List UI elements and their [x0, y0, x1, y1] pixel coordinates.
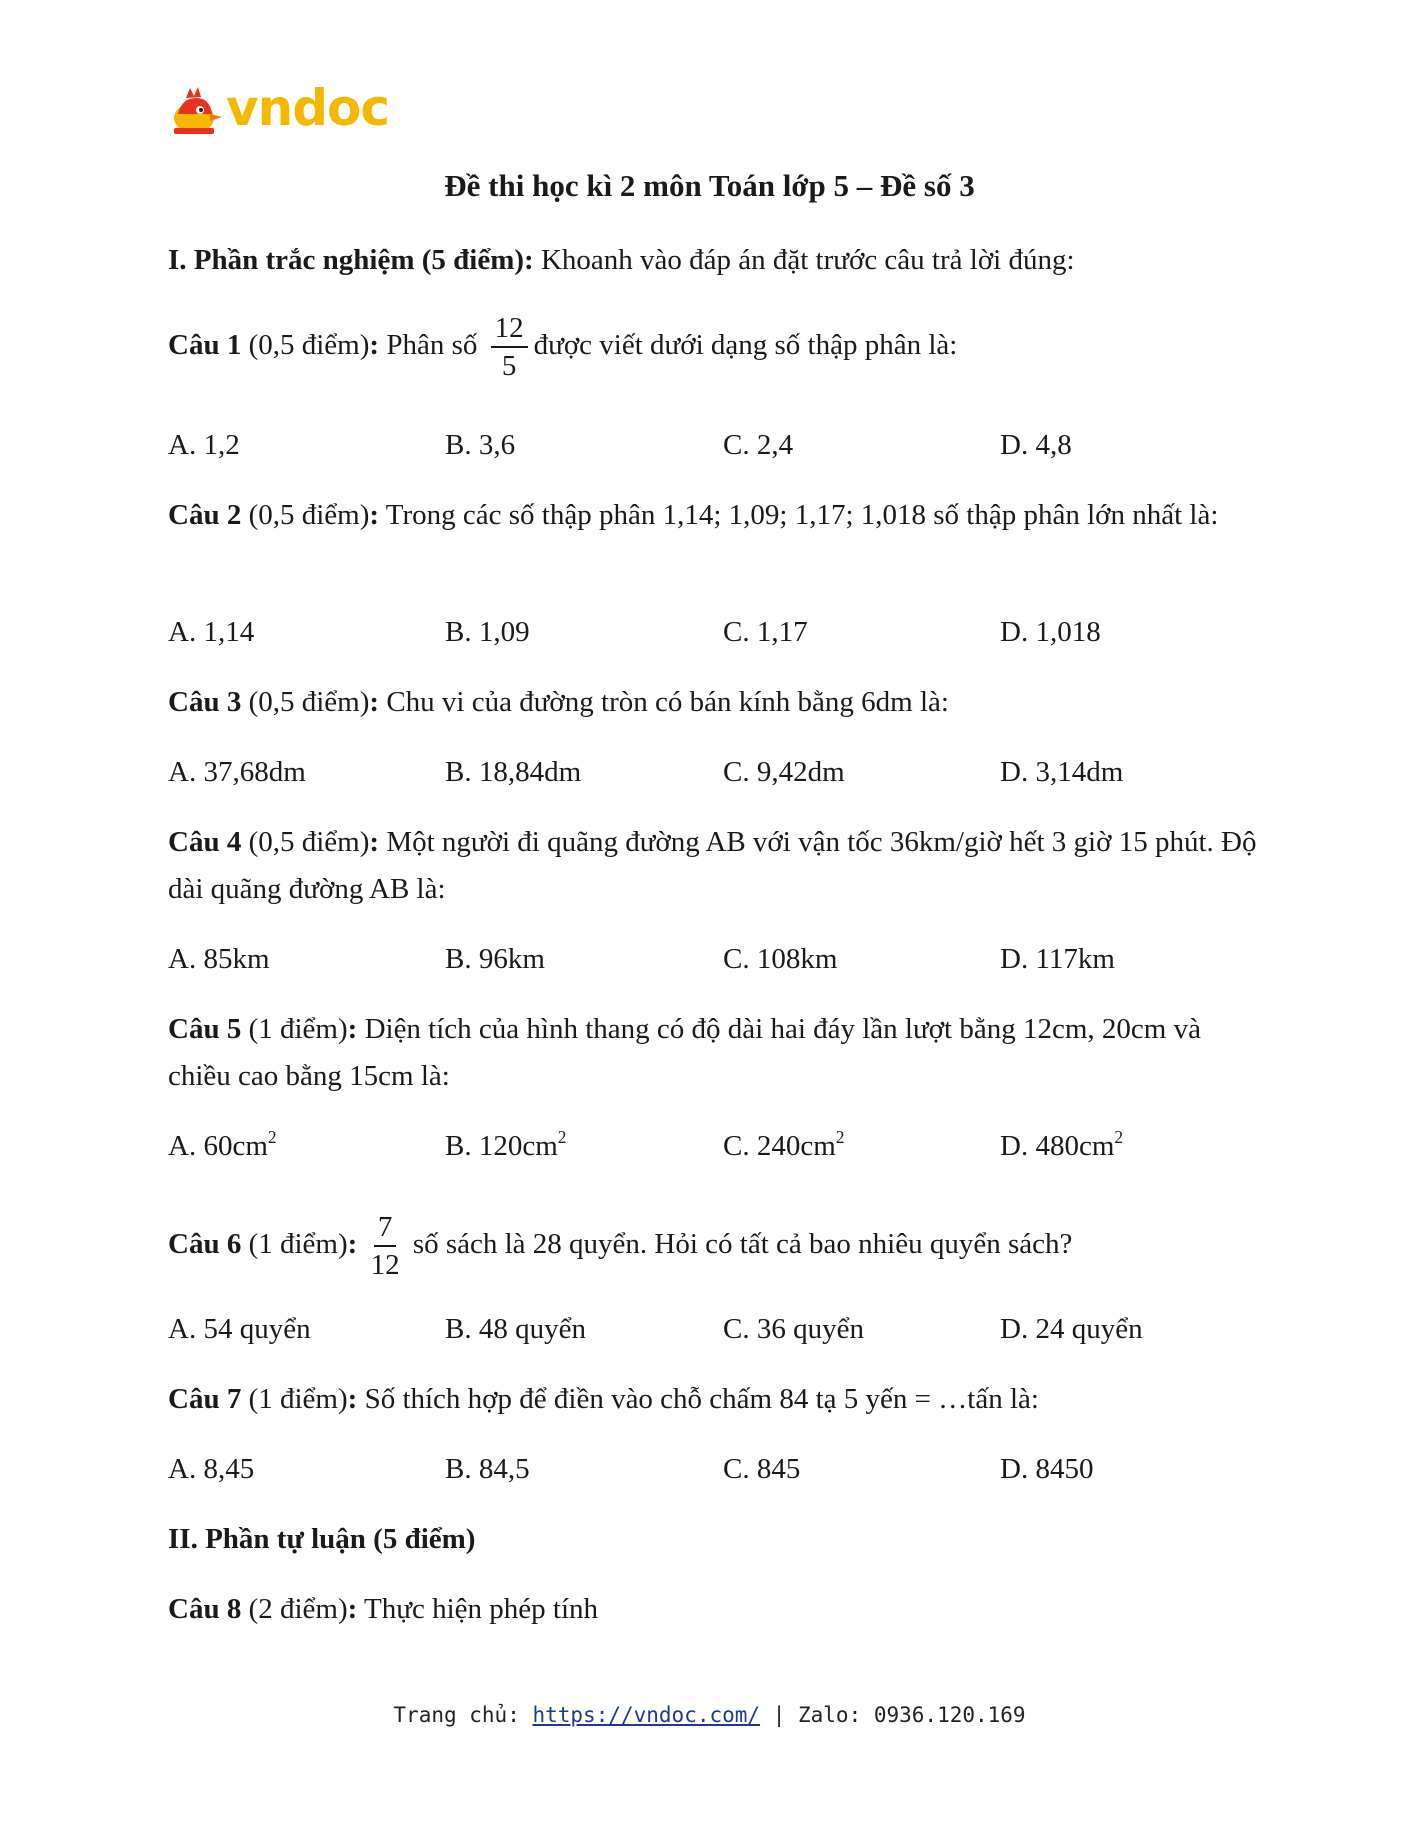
- q7-points: (1 điểm): [241, 1383, 348, 1415]
- q5-option-a[interactable]: [168, 1123, 277, 1169]
- q5-option-d-text: D. 480cm: [1000, 1130, 1115, 1162]
- q8-text: Thực hiện phép tính: [357, 1593, 599, 1625]
- mascot-icon: [168, 84, 224, 136]
- q7-label: Câu 7: [168, 1383, 242, 1415]
- question-4: [168, 819, 1258, 913]
- q5-colon: :: [347, 1013, 358, 1045]
- q4-options: [168, 936, 1268, 982]
- part1-instruction: Khoanh vào đáp án đặt trước câu trả lời đúng:: [533, 244, 1075, 276]
- q1-pre: Phân số: [379, 329, 478, 362]
- q5-option-d[interactable]: [1000, 1123, 1123, 1169]
- q8-colon: :: [347, 1593, 358, 1625]
- q5-options: [168, 1123, 1268, 1169]
- q7-option-a[interactable]: A. 8,45: [168, 1453, 255, 1485]
- question-7: [168, 1376, 1258, 1422]
- q2-colon: :: [369, 499, 380, 531]
- logo-text: vndoc: [226, 79, 389, 137]
- q5-option-a-text: A. 60cm: [168, 1130, 268, 1162]
- q1-option-c[interactable]: C. 2,4: [723, 429, 794, 461]
- question-1: [168, 313, 1258, 382]
- q8-label: Câu 8: [168, 1593, 242, 1625]
- q7-option-d[interactable]: D. 8450: [1000, 1453, 1094, 1485]
- question-2: [168, 492, 1258, 539]
- q2-label: Câu 2: [168, 499, 242, 531]
- q3-option-d[interactable]: D. 3,14dm: [1000, 756, 1124, 788]
- q5-option-b-sup: 2: [557, 1126, 567, 1147]
- q1-option-d[interactable]: D. 4,8: [1000, 429, 1072, 461]
- q2-option-c[interactable]: C. 1,17: [723, 616, 808, 648]
- q6-option-b[interactable]: B. 48 quyển: [445, 1313, 586, 1345]
- q7-option-c[interactable]: C. 845: [723, 1453, 801, 1485]
- vndoc-logo[interactable]: [168, 80, 389, 140]
- footer-separator: |: [760, 1703, 798, 1727]
- q5-option-c-sup: 2: [835, 1126, 845, 1147]
- q4-option-d[interactable]: D. 117km: [1000, 943, 1115, 975]
- q5-label: Câu 5: [168, 1013, 242, 1045]
- q5-text: Diện tích của hình thang có độ dài hai đáy lần lượt bằng 12cm, 20cm và chiều cao bằng 15cm là:: [168, 1013, 1201, 1092]
- question-3: [168, 679, 1258, 725]
- footer-home-label: Trang chủ:: [393, 1703, 533, 1727]
- q2-option-d[interactable]: D. 1,018: [1000, 616, 1101, 648]
- page-title: Đề thi học kì 2 môn Toán lớp 5 – Đề số 3: [444, 168, 975, 203]
- q1-post: được viết dưới dạng số thập phân là:: [533, 329, 958, 362]
- q2-option-b[interactable]: B. 1,09: [445, 616, 530, 648]
- q5-option-c-text: C. 240cm: [723, 1130, 836, 1162]
- question-6: [168, 1212, 1258, 1281]
- q1-options: [168, 422, 1268, 468]
- q3-colon: :: [369, 686, 380, 718]
- q4-points: (0,5 điểm): [241, 826, 370, 858]
- q1-option-b[interactable]: B. 3,6: [445, 429, 516, 461]
- q5-option-b-text: B. 120cm: [445, 1130, 558, 1162]
- q5-option-c[interactable]: [723, 1123, 844, 1169]
- q2-points: (0,5 điểm): [241, 499, 370, 531]
- q6-option-a[interactable]: A. 54 quyển: [168, 1313, 311, 1345]
- footer-zalo: Zalo: 0936.120.169: [798, 1703, 1026, 1727]
- q4-option-a[interactable]: A. 85km: [168, 943, 270, 975]
- q4-colon: :: [369, 826, 380, 858]
- part2-heading-line: [168, 1516, 1258, 1562]
- q7-option-b[interactable]: B. 84,5: [445, 1453, 530, 1485]
- q6-fraction: [371, 1212, 400, 1281]
- q1-label: Câu 1: [168, 329, 242, 362]
- q7-options: [168, 1446, 1268, 1492]
- q4-label: Câu 4: [168, 826, 242, 858]
- q5-option-d-sup: 2: [1114, 1126, 1124, 1147]
- q5-option-b[interactable]: [445, 1123, 566, 1169]
- q6-frac-den: 12: [370, 1249, 400, 1282]
- q2-option-a[interactable]: A. 1,14: [168, 616, 255, 648]
- q1-frac-den: 5: [501, 350, 517, 383]
- q4-option-c[interactable]: C. 108km: [723, 943, 838, 975]
- q3-options: [168, 749, 1268, 795]
- q6-label: Câu 6: [168, 1228, 242, 1261]
- q6-post: số sách là 28 quyển. Hỏi có tất cả bao nhiêu quyển sách?: [412, 1228, 1073, 1261]
- q3-text: Chu vi của đường tròn có bán kính bằng 6dm là:: [379, 686, 949, 718]
- q1-option-a[interactable]: A. 1,2: [168, 429, 240, 461]
- q6-frac-num: 7: [374, 1212, 397, 1247]
- q7-text: Số thích hợp để điền vào chỗ chấm 84 tạ 5 yến = …tấn là:: [357, 1383, 1039, 1415]
- q1-frac-num: 12: [491, 313, 528, 348]
- q8-points: (2 điểm): [241, 1593, 348, 1625]
- q6-options: [168, 1306, 1268, 1352]
- q5-points: (1 điểm): [241, 1013, 348, 1045]
- footer-home-link[interactable]: https://vndoc.com/: [532, 1703, 761, 1727]
- q3-option-c[interactable]: C. 9,42dm: [723, 756, 845, 788]
- question-8: [168, 1586, 1258, 1632]
- q3-label: Câu 3: [168, 686, 242, 718]
- q7-colon: :: [347, 1383, 358, 1415]
- q4-option-b[interactable]: B. 96km: [445, 943, 545, 975]
- q2-options: [168, 609, 1268, 655]
- q6-colon: :: [347, 1228, 358, 1261]
- part2-heading: II. Phần tự luận (5 điểm): [168, 1523, 476, 1555]
- q1-points: (0,5 điểm): [241, 329, 370, 362]
- q6-option-c[interactable]: C. 36 quyển: [723, 1313, 864, 1345]
- q2-text: Trong các số thập phân 1,14; 1,09; 1,17; 1,018 số thập phân lớn nhất là:: [379, 499, 1219, 531]
- q3-points: (0,5 điểm): [241, 686, 370, 718]
- q1-colon: :: [369, 329, 380, 362]
- question-5: [168, 1006, 1258, 1100]
- q1-fraction: [491, 313, 528, 382]
- q4-text: Một người đi quãng đường AB với vận tốc 36km/giờ hết 3 giờ 15 phút. Độ dài quãng đường AB là:: [168, 826, 1257, 905]
- q5-option-a-sup: 2: [267, 1126, 277, 1147]
- q6-option-d[interactable]: D. 24 quyển: [1000, 1313, 1143, 1345]
- part1-heading: I. Phần trắc nghiệm (5 điểm):: [168, 244, 534, 276]
- q6-points: (1 điểm): [241, 1228, 348, 1261]
- q3-option-b[interactable]: B. 18,84dm: [445, 756, 582, 788]
- page-footer: [0, 1703, 1419, 1727]
- part1-heading-line: [168, 237, 1258, 283]
- q3-option-a[interactable]: A. 37,68dm: [168, 756, 306, 788]
